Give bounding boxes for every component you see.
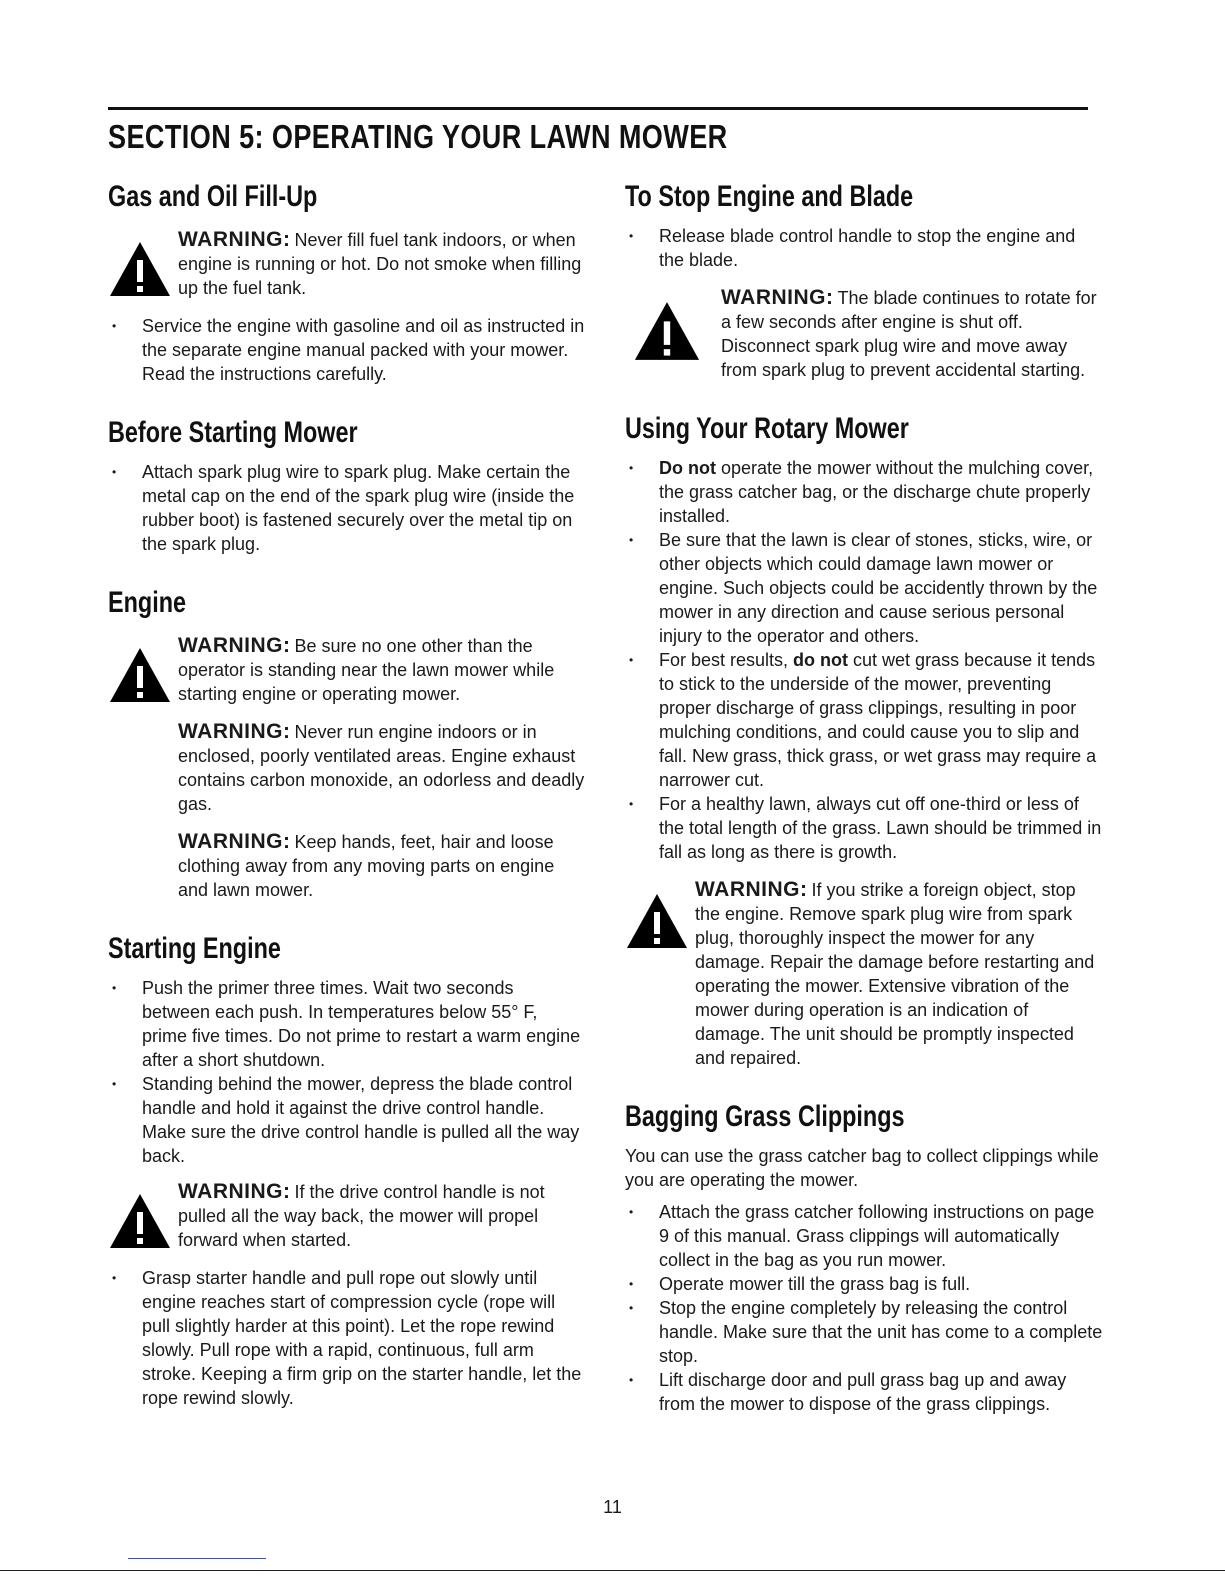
bullet-list xyxy=(625,224,1103,272)
emphasis: do not xyxy=(793,650,849,670)
list-item: • For a healthy lawn, always cut off one-third or less of the total length of the grass. Lawn should be trimmed in fall as long as there is growth. xyxy=(625,792,1103,864)
bullet-list xyxy=(108,314,586,386)
warning-block xyxy=(108,228,586,300)
warning-block xyxy=(108,634,586,706)
warning-block xyxy=(108,1180,586,1252)
right-column xyxy=(625,180,1103,1416)
emphasis: Do not xyxy=(659,458,716,478)
warning-label: WARNING: xyxy=(178,634,291,657)
section-title: SECTION 5: OPERATING YOUR LAWN MOWER xyxy=(108,118,728,155)
warning-block xyxy=(108,720,586,816)
warning-triangle-icon xyxy=(108,240,172,298)
list-item-text: operate the mower without the mulching cover, the grass catcher bag, or the discharge chute properly installed. xyxy=(659,458,1094,526)
warning-text: Never run engine indoors or in enclosed, poorly ventilated areas. Engine exhaust contains carbon monoxide, an odorless and deadly gas. xyxy=(178,722,585,814)
list-item: • Standing behind the mower, depress the blade control handle and hold it against the drive control handle. Make sure the drive control handle is pulled all the way back. xyxy=(108,1072,586,1168)
warning-triangle-icon xyxy=(108,1192,172,1250)
list-item: • Be sure that the lawn is clear of stones, sticks, wire, or other objects which could damage lawn mower or engine. Such objects could be accidently thrown by the mower in any direction and cause serious personal injury to the operator and others. xyxy=(625,528,1103,648)
heading-gas-oil: Gas and Oil Fill-Up xyxy=(108,180,318,213)
warning-label: WARNING: xyxy=(178,720,291,743)
list-item: • Service the engine with gasoline and oil as instructed in the separate engine manual packed with your mower. Read the instructions carefully. xyxy=(108,314,586,386)
heading-starting-engine: Starting Engine xyxy=(108,932,281,965)
warning-text: Keep hands, feet, hair and loose clothing away from any moving parts on engine and lawn mower. xyxy=(178,832,555,900)
heading-bagging: Bagging Grass Clippings xyxy=(625,1100,905,1133)
bottom-rule xyxy=(0,1570,1225,1571)
warning-text: Never fill fuel tank indoors, or when engine is running or hot. Do not smoke when filling up the fuel tank. xyxy=(178,230,582,298)
warning-label: WARNING: xyxy=(721,286,834,309)
warning-label: WARNING: xyxy=(178,1180,291,1203)
list-item: • Stop the engine completely by releasing the control handle. Make sure that the unit has come to a complete stop. xyxy=(625,1296,1103,1368)
list-item: • Release blade control handle to stop the engine and the blade. xyxy=(625,224,1103,272)
list-item: • Operate mower till the grass bag is full. xyxy=(625,1272,1103,1296)
warning-label: WARNING: xyxy=(178,830,291,853)
heading-stop-engine: To Stop Engine and Blade xyxy=(625,180,914,213)
warning-text: If the drive control handle is not pulled all the way back, the mower will propel forward when started. xyxy=(178,1182,545,1250)
bullet-list xyxy=(625,1200,1103,1416)
warning-text: Be sure no one other than the operator is standing near the lawn mower while starting engine or operating mower. xyxy=(178,636,555,704)
bullet-list xyxy=(108,976,586,1168)
bottom-link-underline xyxy=(128,1558,266,1559)
warning-triangle-icon xyxy=(108,646,172,704)
heading-engine: Engine xyxy=(108,586,187,619)
list-item: • Lift discharge door and pull grass bag up and away from the mower to dispose of the grass clippings. xyxy=(625,1368,1103,1416)
bullet-list xyxy=(108,1266,586,1410)
warning-text: The blade continues to rotate for a few seconds after engine is shut off. Disconnect spark plug wire and move away from spark plug to prevent accidental starting. xyxy=(721,288,1097,380)
left-column xyxy=(108,180,586,1410)
warning-text: If you strike a foreign object, stop the engine. Remove spark plug wire from spark plug, thoroughly inspect the mower for any damage. Repair the damage before restarting and operating the mower. Extensive vibration of the mower during operation is an indication of damage. The unit should be promptly inspected and repaired. xyxy=(695,880,1095,1068)
top-rule xyxy=(108,107,1088,110)
warning-block xyxy=(625,286,1103,382)
list-item xyxy=(625,648,1103,792)
list-item-text: cut wet grass because it tends to stick to the underside of the mower, preventing proper discharge of grass clippings, resulting in poor mulching conditions, and could cause you to slip and fall. New grass, thick grass, or wet grass may require a narrower cut. xyxy=(659,650,1097,790)
bullet-list xyxy=(625,456,1103,864)
list-item-text: For best results, xyxy=(659,650,794,670)
bullet-list xyxy=(108,460,586,556)
bagging-intro: You can use the grass catcher bag to collect clippings while you are operating the mower. xyxy=(625,1146,1099,1190)
page-number: 11 xyxy=(603,1497,622,1517)
warning-label: WARNING: xyxy=(178,228,291,251)
warning-triangle-icon xyxy=(625,892,689,950)
list-item xyxy=(625,456,1103,528)
heading-before-starting: Before Starting Mower xyxy=(108,416,358,449)
warning-label: WARNING: xyxy=(695,878,808,901)
heading-using-mower: Using Your Rotary Mower xyxy=(625,412,909,445)
warning-triangle-icon xyxy=(631,300,703,362)
warning-block xyxy=(625,878,1103,1070)
list-item: • Attach the grass catcher following instructions on page 9 of this manual. Grass clippings will automatically collect in the bag as you run mower. xyxy=(625,1200,1103,1272)
warning-block xyxy=(108,830,586,902)
list-item: • Push the primer three times. Wait two seconds between each push. In temperatures below 55° F, prime five times. Do not prime to restart a warm engine after a short shutdown. xyxy=(108,976,586,1072)
list-item: • Grasp starter handle and pull rope out slowly until engine reaches start of compression cycle (rope will pull slightly harder at this point). Let the rope rewind slowly. Pull rope with a rapid, continuous, full arm stroke. Keeping a firm grip on the starter handle, let the rope rewind slowly. xyxy=(108,1266,586,1410)
list-item: • Attach spark plug wire to spark plug. Make certain the metal cap on the end of the spark plug wire (inside the rubber boot) is fastened securely over the metal tip on the spark plug. xyxy=(108,460,586,556)
